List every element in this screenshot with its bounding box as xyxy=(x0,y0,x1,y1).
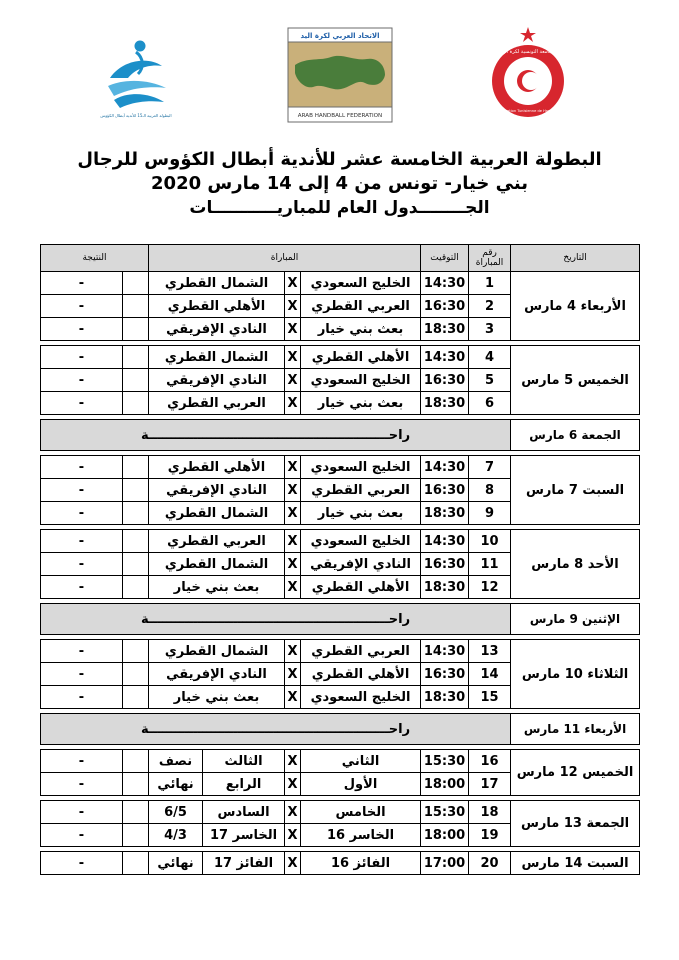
match-result: - xyxy=(41,663,123,686)
title-line-1: البطولة العربية الخامسة عشر للأندية أبطال الكؤوس للرجال xyxy=(77,149,602,170)
away-team: الشمال القطري xyxy=(149,272,285,295)
rest-day-row xyxy=(41,714,640,745)
championship-logo xyxy=(100,38,172,124)
away-team: الرابع xyxy=(203,773,285,796)
match-number: 12 xyxy=(469,576,511,599)
versus-mark: X xyxy=(285,686,301,709)
rest-day-row xyxy=(41,420,640,451)
day-date: الأربعاء 4 مارس xyxy=(511,272,640,341)
match-row xyxy=(41,852,640,875)
rest-label: راحــــــــــــــــــــــــــــــــــــــــــــــــــــــة xyxy=(41,420,511,451)
away-team: الفائز 17 xyxy=(203,852,285,875)
rest-label: راحــــــــــــــــــــــــــــــــــــــــــــــــــــــة xyxy=(41,604,511,635)
schedule-table xyxy=(40,244,640,875)
match-result: - xyxy=(41,750,123,773)
match-number: 4 xyxy=(469,346,511,369)
home-team: الثاني xyxy=(301,750,421,773)
document-header xyxy=(0,148,679,220)
away-team: النادي الإفريقي xyxy=(149,663,285,686)
match-stage: 4/3 xyxy=(149,824,203,847)
match-row xyxy=(41,272,640,295)
match-number: 1 xyxy=(469,272,511,295)
tunisian-federation-arabic-ring: الجامعة التونسية لكرة اليد xyxy=(501,49,555,55)
result-spacer xyxy=(123,750,149,773)
match-result: - xyxy=(41,773,123,796)
away-team: الشمال القطري xyxy=(149,346,285,369)
versus-mark: X xyxy=(285,502,301,525)
versus-mark: X xyxy=(285,346,301,369)
away-team: النادي الإفريقي xyxy=(149,479,285,502)
home-team: الخليج السعودي xyxy=(301,686,421,709)
match-time: 16:30 xyxy=(421,479,469,502)
away-team: الأهلي القطري xyxy=(149,456,285,479)
title-line-2: بني خيار- تونس من 4 إلى 14 مارس 2020 xyxy=(151,173,528,194)
result-spacer xyxy=(123,456,149,479)
match-number: 8 xyxy=(469,479,511,502)
match-number: 17 xyxy=(469,773,511,796)
match-time: 14:30 xyxy=(421,530,469,553)
result-spacer xyxy=(123,824,149,847)
match-time: 14:30 xyxy=(421,640,469,663)
home-team: الخليج السعودي xyxy=(301,369,421,392)
match-result: - xyxy=(41,824,123,847)
championship-logo-caption: البطولة العربية الـ15 للأندية أبطال الكؤوس xyxy=(100,113,172,118)
home-team: الأهلي القطري xyxy=(301,346,421,369)
match-number: 13 xyxy=(469,640,511,663)
match-result: - xyxy=(41,295,123,318)
match-stage: نهائي xyxy=(149,773,203,796)
match-time: 15:30 xyxy=(421,750,469,773)
match-time: 18:00 xyxy=(421,824,469,847)
away-team: بعث بني خيار xyxy=(149,686,285,709)
col-result-header: النتيجة xyxy=(41,245,149,272)
result-spacer xyxy=(123,686,149,709)
match-time: 15:30 xyxy=(421,801,469,824)
match-time: 18:30 xyxy=(421,502,469,525)
away-team: السادس xyxy=(203,801,285,824)
versus-mark: X xyxy=(285,640,301,663)
versus-mark: X xyxy=(285,663,301,686)
match-stage: نصف xyxy=(149,750,203,773)
rest-label: راحــــــــــــــــــــــــــــــــــــــــــــــــــــــة xyxy=(41,714,511,745)
match-number: 11 xyxy=(469,553,511,576)
result-spacer xyxy=(123,852,149,875)
match-time: 18:30 xyxy=(421,392,469,415)
match-time: 16:30 xyxy=(421,553,469,576)
match-result: - xyxy=(41,346,123,369)
match-result: - xyxy=(41,801,123,824)
home-team: الأول xyxy=(301,773,421,796)
col-num-header: رقم المباراة xyxy=(469,245,511,272)
day-date: السبت 7 مارس xyxy=(511,456,640,525)
match-number: 15 xyxy=(469,686,511,709)
match-result: - xyxy=(41,392,123,415)
tunisian-handball-federation-logo xyxy=(484,25,572,119)
match-result: - xyxy=(41,502,123,525)
match-time: 18:30 xyxy=(421,318,469,341)
match-number: 7 xyxy=(469,456,511,479)
home-team: الخليج السعودي xyxy=(301,456,421,479)
home-team: الفائز 16 xyxy=(301,852,421,875)
day-date: الخميس 12 مارس xyxy=(511,750,640,796)
match-result: - xyxy=(41,686,123,709)
versus-mark: X xyxy=(285,773,301,796)
result-spacer xyxy=(123,346,149,369)
match-time: 17:00 xyxy=(421,852,469,875)
table-header-row xyxy=(41,245,640,272)
match-result: - xyxy=(41,576,123,599)
match-number: 10 xyxy=(469,530,511,553)
home-team: بعث بني خيار xyxy=(301,502,421,525)
result-spacer xyxy=(123,640,149,663)
home-team: النادي الإفريقي xyxy=(301,553,421,576)
match-time: 16:30 xyxy=(421,295,469,318)
match-time: 14:30 xyxy=(421,456,469,479)
match-time: 14:30 xyxy=(421,272,469,295)
match-result: - xyxy=(41,530,123,553)
col-time-header: التوقيت xyxy=(421,245,469,272)
away-team: الشمال القطري xyxy=(149,640,285,663)
col-date-header: التاريخ xyxy=(511,245,640,272)
versus-mark: X xyxy=(285,801,301,824)
result-spacer xyxy=(123,272,149,295)
result-spacer xyxy=(123,502,149,525)
match-time: 18:00 xyxy=(421,773,469,796)
match-result: - xyxy=(41,479,123,502)
away-team: الشمال القطري xyxy=(149,502,285,525)
match-result: - xyxy=(41,852,123,875)
match-time: 16:30 xyxy=(421,663,469,686)
match-number: 19 xyxy=(469,824,511,847)
result-spacer xyxy=(123,801,149,824)
day-date: الخميس 5 مارس xyxy=(511,346,640,415)
tunisian-federation-french-ring: Fédération Tunisienne de Handball xyxy=(496,109,560,113)
home-team: الخاسر 16 xyxy=(301,824,421,847)
match-row xyxy=(41,640,640,663)
away-team: الثالث xyxy=(203,750,285,773)
match-number: 6 xyxy=(469,392,511,415)
match-number: 16 xyxy=(469,750,511,773)
result-spacer xyxy=(123,553,149,576)
day-date: الإثنين 9 مارس xyxy=(511,604,640,635)
match-number: 5 xyxy=(469,369,511,392)
day-date: السبت 14 مارس xyxy=(511,852,640,875)
home-team: بعث بني خيار xyxy=(301,392,421,415)
match-time: 14:30 xyxy=(421,346,469,369)
arab-handball-federation-logo xyxy=(287,27,393,123)
home-team: العربي القطري xyxy=(301,295,421,318)
match-result: - xyxy=(41,640,123,663)
versus-mark: X xyxy=(285,553,301,576)
versus-mark: X xyxy=(285,576,301,599)
away-team: الخاسر 17 xyxy=(203,824,285,847)
home-team: الخامس xyxy=(301,801,421,824)
versus-mark: X xyxy=(285,295,301,318)
versus-mark: X xyxy=(285,479,301,502)
home-team: العربي القطري xyxy=(301,640,421,663)
col-match-header: المباراة xyxy=(149,245,421,272)
match-result: - xyxy=(41,272,123,295)
away-team: بعث بني خيار xyxy=(149,576,285,599)
match-time: 18:30 xyxy=(421,576,469,599)
match-result: - xyxy=(41,456,123,479)
versus-mark: X xyxy=(285,824,301,847)
title-line-3: الجــــــــدول العام للمباريـــــــــــات xyxy=(189,198,490,218)
away-team: العربي القطري xyxy=(149,530,285,553)
match-stage: نهائي xyxy=(149,852,203,875)
versus-mark: X xyxy=(285,750,301,773)
day-date: الجمعة 13 مارس xyxy=(511,801,640,847)
match-result: - xyxy=(41,369,123,392)
home-team: بعث بني خيار xyxy=(301,318,421,341)
result-spacer xyxy=(123,479,149,502)
day-date: الأربعاء 11 مارس xyxy=(511,714,640,745)
versus-mark: X xyxy=(285,369,301,392)
home-team: الأهلي القطري xyxy=(301,576,421,599)
result-spacer xyxy=(123,295,149,318)
logo-ball-icon xyxy=(135,41,146,52)
versus-mark: X xyxy=(285,530,301,553)
federation-arabic-name: الاتحاد العربي لكرة اليد xyxy=(300,32,380,40)
versus-mark: X xyxy=(285,456,301,479)
federation-english-name: ARAB HANDBALL FEDERATION xyxy=(297,113,383,119)
day-date: الجمعة 6 مارس xyxy=(511,420,640,451)
match-number: 18 xyxy=(469,801,511,824)
day-date: الأحد 8 مارس xyxy=(511,530,640,599)
away-team: العربي القطري xyxy=(149,392,285,415)
match-time: 16:30 xyxy=(421,369,469,392)
away-team: النادي الإفريقي xyxy=(149,318,285,341)
day-date: الثلاثاء 10 مارس xyxy=(511,640,640,709)
star-icon xyxy=(520,27,536,42)
match-row xyxy=(41,530,640,553)
match-row xyxy=(41,456,640,479)
match-row xyxy=(41,750,640,773)
result-spacer xyxy=(123,663,149,686)
home-team: الخليج السعودي xyxy=(301,530,421,553)
arab-world-map-icon xyxy=(295,56,385,89)
home-team: العربي القطري xyxy=(301,479,421,502)
match-time: 18:30 xyxy=(421,686,469,709)
away-team: النادي الإفريقي xyxy=(149,369,285,392)
result-spacer xyxy=(123,392,149,415)
match-number: 2 xyxy=(469,295,511,318)
match-number: 20 xyxy=(469,852,511,875)
match-number: 3 xyxy=(469,318,511,341)
result-spacer xyxy=(123,530,149,553)
match-result: - xyxy=(41,318,123,341)
match-row xyxy=(41,801,640,824)
match-stage: 6/5 xyxy=(149,801,203,824)
result-spacer xyxy=(123,369,149,392)
result-spacer xyxy=(123,773,149,796)
schedule-body xyxy=(41,272,640,875)
result-spacer xyxy=(123,576,149,599)
away-team: الأهلي القطري xyxy=(149,295,285,318)
home-team: الأهلي القطري xyxy=(301,663,421,686)
versus-mark: X xyxy=(285,272,301,295)
home-team: الخليج السعودي xyxy=(301,272,421,295)
away-team: الشمال القطري xyxy=(149,553,285,576)
match-row xyxy=(41,346,640,369)
match-result: - xyxy=(41,553,123,576)
result-spacer xyxy=(123,318,149,341)
versus-mark: X xyxy=(285,392,301,415)
versus-mark: X xyxy=(285,852,301,875)
rest-day-row xyxy=(41,604,640,635)
versus-mark: X xyxy=(285,318,301,341)
match-number: 9 xyxy=(469,502,511,525)
match-number: 14 xyxy=(469,663,511,686)
